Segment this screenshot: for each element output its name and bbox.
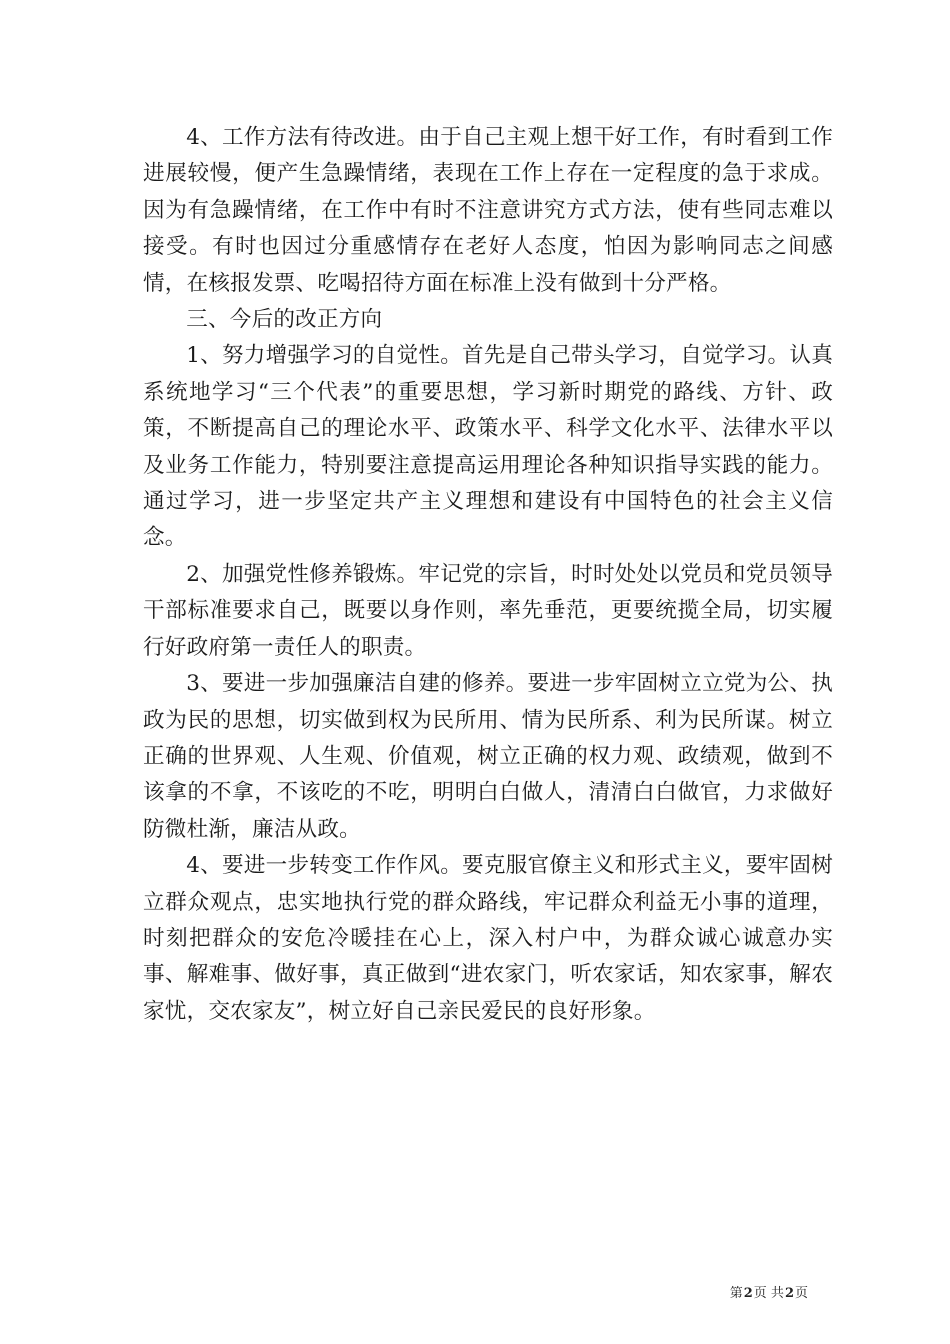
- paragraph-work-method: 4、工作方法有待改进。由于自己主观上想干好工作，有时看到工作进展较慢，便产生急躁情绪，表现在工作上存在一定程度的急于求成。因为有急躁情绪，在工作中有时不注意讲究方式方法，使有些同志难以接受。有时也因过分重感情存在老好人态度，怕因为影响同志之间感情，在核报发票、吃喝招待方面在标准上没有做到十分严格。: [143, 125, 833, 296]
- paragraph-work-style: 4、要进一步转变工作作风。要克服官僚主义和形式主义，要牢固树立群众观点，忠实地执行党的群众路线，牢记群众利益无小事的道理，时刻把群众的安危冷暖挂在心上，深入村户中，为群众诚心诚意办实事、解难事、做好事，真正做到“进农家门，听农家话，知农家事，解农家忧，交农家友”，树立好自己亲民爱民的良好形象。: [143, 853, 833, 1024]
- paragraph-study: 1、努力增强学习的自觉性。首先是自己带头学习，自觉学习。认真系统地学习“三个代表”的重要思想，学习新时期党的路线、方针、政策，不断提高自己的理论水平、政策水平、科学文化水平、法律水平以及业务工作能力，特别要注意提高运用理论各种知识指导实践的能力。通过学习，进一步坚定共产主义理想和建设有中国特色的社会主义信念。: [143, 343, 833, 551]
- paragraph-party-spirit: 2、加强党性修养锻炼。牢记党的宗旨，时时处处以党员和党员领导干部标准要求自己，既要以身作则，率先垂范，更要统揽全局，切实履行好政府第一责任人的职责。: [143, 561, 833, 660]
- footer-suffix: 页: [794, 1286, 808, 1301]
- page-number-footer: [730, 1286, 808, 1302]
- current-page-number: 2: [743, 1286, 753, 1301]
- footer-prefix: 第: [729, 1286, 743, 1301]
- document-body: [143, 120, 833, 1030]
- paragraph-integrity: 3、要进一步加强廉洁自建的修养。要进一步牢固树立立党为公、执政为民的思想，切实做到权为民所用、情为民所系、利为民所谋。树立正确的世界观、人生观、价值观，树立正确的权力观、政绩观，做到不该拿的不拿，不该吃的不吃，明明白白做人，清清白白做官，力求做好防微杜渐，廉洁从政。: [143, 671, 833, 842]
- section-heading-correction-direction: 三、今后的改正方向: [186, 307, 383, 333]
- footer-middle: 页 共: [753, 1286, 784, 1301]
- total-page-number: 2: [784, 1286, 794, 1301]
